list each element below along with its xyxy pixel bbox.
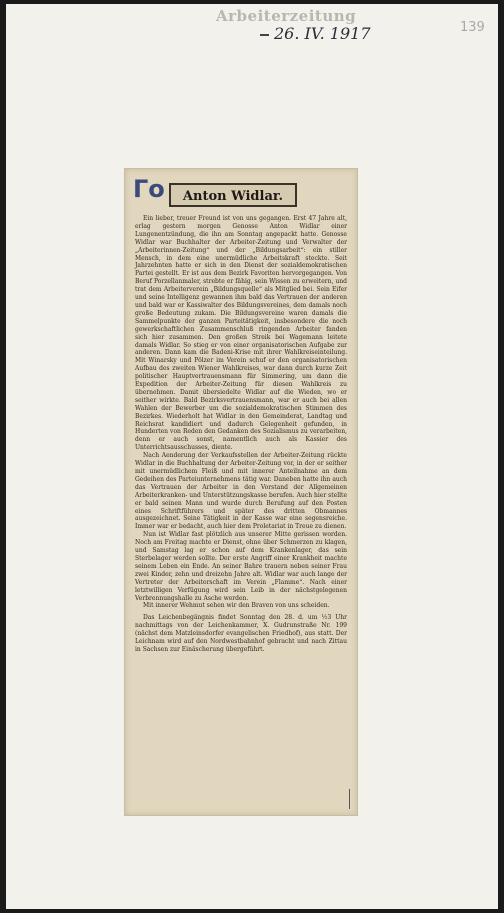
newspaper-stamp: Arbeiterzeitung xyxy=(216,7,357,25)
headline: Anton Widlar. xyxy=(182,189,284,204)
funeral-notice: Das Leichenbegängnis findet Sonntag den 28. d. um ½3 Uhr nachmittags von der Leichenkammer, X. Gudrunstraße Nr. 199 (nächst dem Matzleinsdorfer evangelischen Friedhof), aus statt. Der Leichnam wird auf den Nordwestbahnhof gebracht und nach Zittau in Sachsen zur Einäscherung übergeführt. xyxy=(135,614,347,653)
archive-sheet xyxy=(6,4,498,909)
page-number: 139 xyxy=(460,20,485,35)
paragraph: Nach Aenderung der Verkaufsstellen der Arbeiter-Zeitung rückte Widlar in die Buchhaltung der Arbeiter-Zeitung vor, in der er seither mit unermüdlichem Fleiß und mit innerer Anteilnahme an dem Gedeihen des Parteiunternehmens tätig war. Daneben hatte ihn auch das Vertrauen der Arbeiter in den Vorstand der Allgemeinen Arbeiterkranken- und Unterstützungskasse berufen. Auch hier stellte er bald seinen Mann und wurde durch Berufung auf den Posten eines Schriftführers und später des dritten Obmannes ausgezeichnet. Seine Tätigkeit in der Kasse war eine segensreiche. Immer war er bedacht, auch hier dem Proletariat in Treue zu dienen. xyxy=(135,452,347,531)
handwritten-mark: Γo xyxy=(133,175,165,203)
handwritten-date: 26. IV. 1917 xyxy=(274,24,371,43)
article-body xyxy=(135,215,347,654)
paragraph: Nun ist Widlar fast plötzlich aus unserer Mitte gerissen worden. Noch am Freitag machte er Dienst, ohne über Schmerzen zu klagen, und Samstag lag er schon auf dem Krankenlager, das sein Sterbelager werden sollte. Der erste Angriff einer Krankheit machte seinem Leben ein Ende. An seiner Bahre trauern neben seiner Frau zwei Kinder, zehn und dreizehn Jahre alt. Widlar war auch lange der Vertreter der Arbeiterschaft im Verein „Flamme“. Nach einer letztwilligen Verfügung wird sein Leib in der nächstgelegenen Verbrennungshalle zu Asche werden. xyxy=(135,531,347,602)
margin-rule xyxy=(349,789,350,809)
newspaper-clipping xyxy=(124,168,358,816)
headline-box xyxy=(169,183,297,207)
paragraph: Mit innerer Wehmut sehen wir den Braven von uns scheiden. xyxy=(143,602,330,610)
handwritten-dash xyxy=(260,34,269,36)
paragraph: Ein lieber, treuer Freund ist von uns gegangen. Erst 47 Jahre alt, erlag gestern morgen Genosse Anton Widlar einer Lungenentzündung, die ihn am Sonntag angepackt hatte. Genosse Widlar war Buchhalter der Arbeiter-Zeitung und Verwalter der „Arbeiterinnen-Zeitung“ und der „Bildungsarbeit“: ein stiller Mensch, in dem eine unermüdliche Arbeitskraft steckte. Seit Jahrzehnten hatte er sich in den Dienst der sozialdemokratischen Partei gestellt. Er ist aus dem Bezirk Favoriten hervorgegangen. Von Beruf Porzellanmaler, strebte er fähig, sein Wissen zu erweitern, und trat dem Arbeiterverein „Bildungsquelle“ als Mitglied bei. Sein Eifer und seine Intelligenz gewannen ihm bald das Vertrauen der anderen und bald war er Kassiwalter des Bildungsvereines, dem damals noch große Bedeutung zukam. Die Bildungsvereine waren damals die Sammelpunkte der ganzen Parteitätigkeit, insbesondere die noch gewerkschaftlichen Zusammenschluß ringenden Arbeiter fanden sich hier zusammen. Den großen Streik bei Wagemann leitete damals Widlar. So stieg er von einer organisatorischen Aufgabe zur anderen. Dann kam die Badeni-Krise mit ihrer Wahlkreiseinteilung. Mit Winarsky und Pölzer im Verein schuf er den organisatorischen Aufbau des zweiten Wiener Wahlkreises, war dann durch kurze Zeit politischer Hauptvertrauensmann für Simmering, um dann die Expedition der Arbeiter-Zeitung für diesen Wahlkreis zu übernehmen. Damit übersiedelte Widlar auf die Wieden, wo er seither wirkte. Bald Bezirksvertrauensmann, war er auch bei allen Wahlen der Bewerber um die sozialdemokratischen Stimmen des Bezirkes. Wiederholt hat Widlar in den Gemeinderat, Landtag und Reichsrat kandidiert und dadurch Gelegenheit gefunden, in Hunderten von Reden den Gedanken des Sozialismus zu verarbeiten, denn er auch sonst, namentlich auch als Kassier des Unterrichtsausschusses, diente. xyxy=(135,215,347,452)
